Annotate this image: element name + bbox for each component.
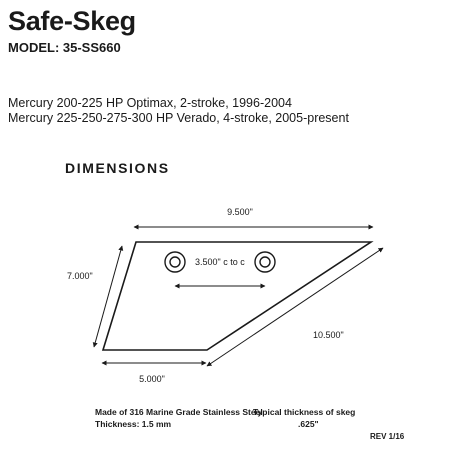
mounting-hole-right [255, 252, 275, 272]
revision-label: REV 1/16 [370, 432, 405, 441]
mounting-hole-left [165, 252, 185, 272]
hole-spacing-label: 3.500" c to c [195, 257, 245, 267]
height-label: 7.000" [67, 271, 93, 281]
model-number: MODEL: 35-SS660 [8, 40, 121, 55]
dimensions-heading: DIMENSIONS [65, 160, 170, 176]
top-length-label: 9.500" [227, 207, 253, 217]
skeg-thickness-label: Typical thickness of skeg [253, 407, 356, 417]
application-line-2: Mercury 225-250-275-300 HP Verado, 4-stroke, 2005-present [8, 111, 349, 125]
diagonal-label: 10.500" [313, 330, 344, 340]
skeg-thickness-value: .625" [298, 419, 319, 429]
product-title: Safe-Skeg [8, 6, 136, 36]
application-line-1: Mercury 200-225 HP Optimax, 2-stroke, 1996-2004 [8, 96, 292, 110]
bottom-length-label: 5.000" [139, 374, 165, 384]
thickness-note: Thickness: 1.5 mm [95, 419, 172, 429]
material-note: Made of 316 Marine Grade Stainless Steel [95, 407, 263, 417]
